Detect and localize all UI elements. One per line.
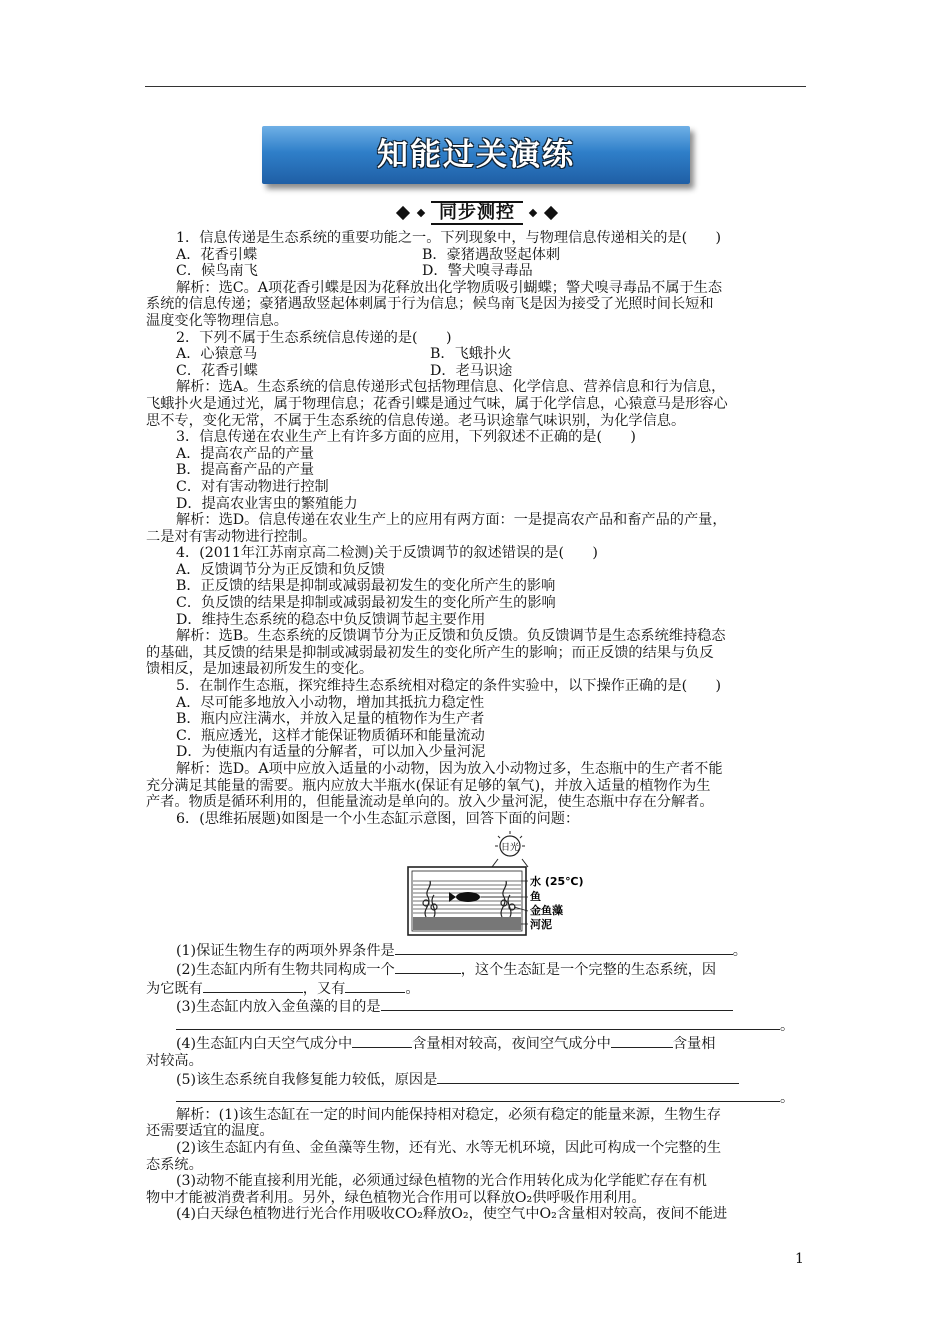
q2-option-d: D．老马识途 [430,362,513,379]
mud-layer [413,917,521,930]
q1-options-ab [176,247,808,264]
diamond-icon [396,206,410,220]
q5-stem: 5．在制作生态瓶，探究维持生态系统相对稳定的条件实验中，以下操作正确的是( ) [176,678,722,695]
q1-options-cd [176,263,808,280]
q6-sub4-cont: 对较高。 [146,1052,203,1069]
q5-option-d: D．为使瓶内有适量的分解者，可以加入少量河泥 [176,744,486,761]
answer-blank[interactable] [395,941,733,955]
q4-stem: 4．(2011年江苏南京高二检测)关于反馈调节的叙述错误的是( ) [176,545,598,562]
q5-option-c: C．瓶应透光，这样才能保证物质循环和能量流动 [176,727,485,744]
q6-sub5: (5)该生态系统自我修复能力较低，原因是 [176,1070,808,1089]
q4-analysis: 馈相反，是加速最初所发生的变化。 [146,661,374,678]
q5-analysis: 充分满足其能量的需要。瓶内应放大半瓶水(保证有足够的氧气)，并放入适量的植物作为生 [146,777,711,794]
q6-sub3: (3)生态缸内放入金鱼藻的目的是 [176,997,808,1016]
q6-sub3-line2: 。 [176,1016,808,1035]
diamond-icon [544,206,558,220]
q6-analysis: 物中才能被消费者利用。另外，绿色植物光合作用可以释放O₂供呼吸作用利用。 [146,1189,646,1206]
q6-sub5-line2: 。 [176,1088,808,1107]
q3-analysis: 解析：选D。信息传递在农业生产上的应用有两方面：一是提高农产品和畜产品的产量， [176,512,727,529]
answer-blank[interactable] [611,1034,673,1048]
subheading-title: 同步测控 [431,201,523,225]
section-banner [262,126,690,184]
q4-option-d: D．维持生态系统的稳态中负反馈调节起主要作用 [176,611,486,628]
q1-analysis: 温度变化等物理信息。 [146,312,288,329]
answer-blank[interactable] [352,1034,412,1048]
eco-tank-figure [176,829,808,939]
q6-analysis: (3)动物不能直接利用光能，必须通过绿色植物的光合作用转化成为化学能贮存在有机 [176,1173,707,1190]
q5-option-b: B．瓶内应注满水，并放入足量的植物作为生产者 [176,711,485,728]
fish-label: 鱼 [530,890,541,904]
q5-analysis: 解析：选D。A项中应放入适量的小动物，因为放入小动物过多，生态瓶中的生产者不能 [176,761,723,777]
q6-sub1: (1)保证生物生存的两项外界条件是 。 [176,943,747,960]
q4-option-b: B．正反馈的结果是抑制或减弱最初发生的变化所产生的影响 [176,578,556,595]
q3-stem: 3．信息传递在农业生产上有许多方面的应用，下列叙述不正确的是( ) [176,429,636,446]
q3-analysis: 二是对有害动物进行控制。 [146,528,317,545]
q6-stem: 6．(思维拓展题)如图是一个小生态缸示意图，回答下面的问题： [176,810,580,827]
algae-label: 金鱼藻 [530,904,563,918]
q3-option-d: D．提高农业害虫的繁殖能力 [176,495,358,512]
q3-option-a: A．提高农产品的产量 [176,445,314,462]
answer-blank[interactable] [176,1016,780,1030]
q2-analysis: 解析：选A。生态系统的信息传递形式包括物理信息、化学信息、营养信息和行为信息， [176,379,726,396]
q6-sub2: (2)生态缸内所有生物共同构成一个 ，这个生态缸是一个完整的生态系统，因 [176,961,717,978]
section-subheading [372,200,582,226]
q6-analysis: 态系统。 [146,1156,203,1173]
q6-sub4: (4)生态缸内白天空气成分中 含量相对较高，夜间空气成分中 含量相 [176,1036,716,1053]
page-number: 1 [795,1251,804,1267]
q1-option-a: A．花香引蝶 [176,246,258,263]
diamond-icon [417,209,425,217]
questions-body [146,230,808,1223]
q1-option-c: C．候鸟南飞 [176,263,258,280]
q4-option-a: A．反馈调节分为正反馈和负反馈 [176,561,385,578]
header-rule [145,86,806,87]
q1-option-d: D．警犬嗅寻毒品 [422,263,533,280]
q2-option-a: A．心猿意马 [176,346,258,363]
q6-analysis: 解析：(1)该生态缸在一定的时间内能保持相对稳定，必须有稳定的能量来源，生物生存 [176,1106,722,1123]
fish-icon [449,892,480,902]
q6-analysis: (4)白天绿色植物进行光合作用吸收CO₂释放O₂，使空气中O₂含量相对较高，夜间不能进 [176,1206,728,1223]
q1-option-b: B．豪猪遇敌竖起体刺 [422,246,561,263]
q2-analysis: 飞蛾扑火是通过光，属于物理信息；花香引蝶是通过气味，属于化学信息，心猿意马是形容心 [146,395,728,412]
answer-blank[interactable] [395,960,461,974]
q2-options-ab [176,346,808,363]
q2-stem: 2．下列不属于生态系统信息传递的是( ) [176,329,452,346]
q4-option-c: C．负反馈的结果是抑制或减弱最初发生的变化所产生的影响 [176,595,556,612]
q1-analysis: 解析：选C。A项花香引蝶是因为花释放出化学物质吸引蝴蝶；警犬嗅寻毒品不属于生态 [176,279,723,296]
q4-analysis: 解析：选B。生态系统的反馈调节分为正反馈和负反馈。负反馈调节是生态系统维持稳态 [176,628,726,645]
q5-option-a: A．尽可能多地放入小动物，增加其抵抗力稳定性 [176,694,485,711]
eco-tank-diagram [176,829,808,939]
answer-blank[interactable] [381,997,733,1011]
q6-analysis: 还需要适宜的温度。 [146,1123,274,1140]
q6-analysis: (2)该生态缸内有鱼、金鱼藻等生物，还有光、水等无机环境，因此可构成一个完整的生 [176,1139,722,1156]
q3-option-c: C．对有害动物进行控制 [176,478,329,495]
banner-title: 知能过关演练 [377,137,575,173]
answer-blank[interactable] [437,1070,739,1084]
q1-stem: 1．信息传递是生态系统的重要功能之一。下列现象中，与物理信息传递相关的是( ) [176,230,722,246]
diamond-icon [529,209,537,217]
mud-label: 河泥 [530,918,552,932]
q6-sub2-cont: 为它既有 ，又有 。 [146,980,420,997]
sun-label: 日光 [500,843,520,854]
q1-analysis: 系统的信息传递；豪猪遇敌竖起体刺属于行为信息；候鸟南飞是因为接受了光照时间长短和 [146,296,714,313]
answer-blank[interactable] [345,979,405,993]
q4-analysis: 的基础，其反馈的结果是抑制或减弱最初发生的变化所产生的影响；而正反馈的结果与负反 [146,644,714,661]
q2-analysis: 思不专，变化无常，不属于生态系统的信息传递。老马识途靠气味识别，为化学信息。 [146,412,686,429]
q2-options-cd [176,363,808,380]
q2-option-b: B．飞蛾扑火 [430,346,512,363]
q3-option-b: B．提高畜产品的产量 [176,462,315,479]
q2-option-c: C．花香引蝶 [176,362,258,379]
water-label: 水 (25℃) [530,875,584,889]
q5-analysis: 产者。物质是循环利用的，但能量流动是单向的。放入少量河泥，使生态瓶中存在分解者。 [146,794,714,811]
answer-blank[interactable] [176,1088,780,1102]
answer-blank[interactable] [203,979,303,993]
